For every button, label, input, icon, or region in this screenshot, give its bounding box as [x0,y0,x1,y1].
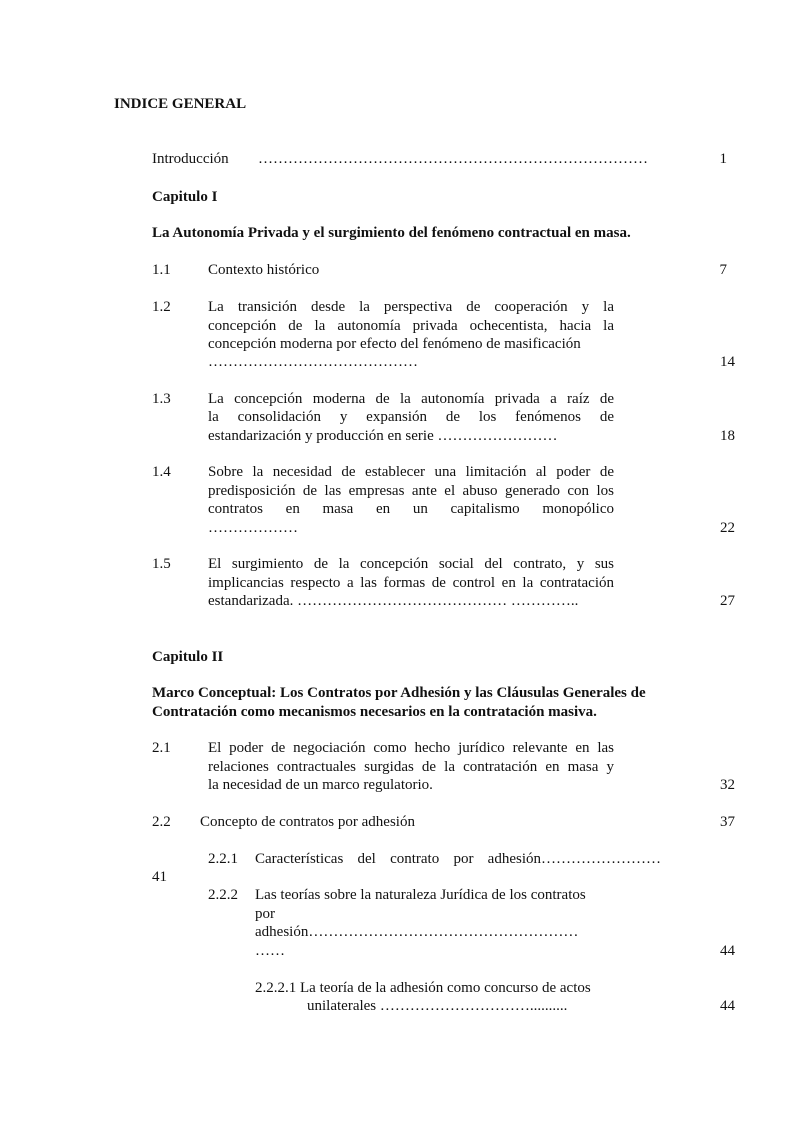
toc-entry-line: la necesidad de un marco regulatorio. [208,777,433,793]
toc-entry-line: por [255,906,275,922]
toc-entry-line: El poder de negociación como hecho jurídico relevante en las [208,740,614,756]
toc-entry-line: La concepción moderna de la autonomía privada a raíz de [208,391,614,407]
toc-entry-line: concepción moderna por efecto del fenómeno de masificación [208,336,581,352]
toc-page: 37 [720,814,735,830]
toc-page: 18 [720,428,735,444]
intro-label: Introducción [152,151,229,167]
toc-entry-line: unilaterales ………………………….......... [307,998,568,1014]
intro-page: 1 [719,151,727,167]
toc-entry-line: La transición desde la perspectiva de cooperación y la [208,299,614,315]
toc-page: 14 [720,354,735,370]
toc-entry-text: Contexto histórico [208,262,320,278]
toc-entry-dots: …… [255,943,285,959]
toc-num: 1.5 [152,556,171,572]
toc-num: 2.1 [152,740,171,756]
toc-num: 2.2.2 [208,887,238,903]
toc-entry-line: estandarizada. …………………………………… ………….. [208,593,579,609]
toc-entry-dots: …………………………………… [208,354,418,370]
toc-entry-line: concepción de la autonomía privada ochecentista, hacia la [208,318,614,334]
toc-page: 7 [719,262,727,278]
toc-page: 22 [720,520,735,536]
toc-entry-line: implicancias respecto a las formas de control en la contratación [208,575,614,591]
toc-entry-dots: ……………… [208,520,298,536]
toc-page: 41 [152,869,167,885]
toc-num: 2.2 [152,814,171,830]
chapter2-title-line: Marco Conceptual: Los Contratos por Adhesión y las Cláusulas Generales de [152,685,646,701]
toc-page: 32 [720,777,735,793]
toc-entry-line: 2.2.2.1 La teoría de la adhesión como concurso de actos [255,980,591,996]
toc-entry-line: estandarización y producción en serie …………………… [208,428,558,444]
toc-entry-line: adhesión……………………………………………… [255,924,579,940]
toc-page: 44 [720,943,735,959]
toc-entry-line: relaciones contractuales surgidas de la contratación en masa y [208,759,614,775]
toc-entry-line: Las teorías sobre la naturaleza Jurídica de los contratos [255,887,586,903]
toc-entry-text: Concepto de contratos por adhesión [200,814,415,830]
toc-entry-line: Sobre la necesidad de establecer una limitación al poder de [208,464,614,480]
toc-num: 2.2.1 [208,851,238,867]
toc-num: 1.2 [152,299,171,315]
toc-entry-line: la consolidación y expansión de los fenómenos de [208,409,614,425]
chapter2-title-line: Contratación como mecanismos necesarios en la contratación masiva. [152,704,597,720]
chapter1-title: La Autonomía Privada y el surgimiento del fenómeno contractual en masa. [152,225,631,241]
toc-num: 1.4 [152,464,171,480]
toc-entry-line: contratos en masa en un capitalismo monopólico [208,501,614,517]
chapter1-heading: Capitulo I [152,189,218,205]
intro-dots: …………………………………………………………………… [258,151,648,167]
toc-entry-line: El surgimiento de la concepción social del contrato, y sus [208,556,614,572]
toc-entry-line: predisposición de las empresas ante el abuso generado con los [208,483,614,499]
chapter2-heading: Capitulo II [152,649,224,665]
toc-page: 27 [720,593,735,609]
toc-num: 1.3 [152,391,171,407]
index-title: INDICE GENERAL [114,96,247,112]
toc-entry-text: Características del contrato por adhesión…………………… [255,851,661,867]
toc-num: 1.1 [152,262,171,278]
toc-page: 44 [720,998,735,1014]
